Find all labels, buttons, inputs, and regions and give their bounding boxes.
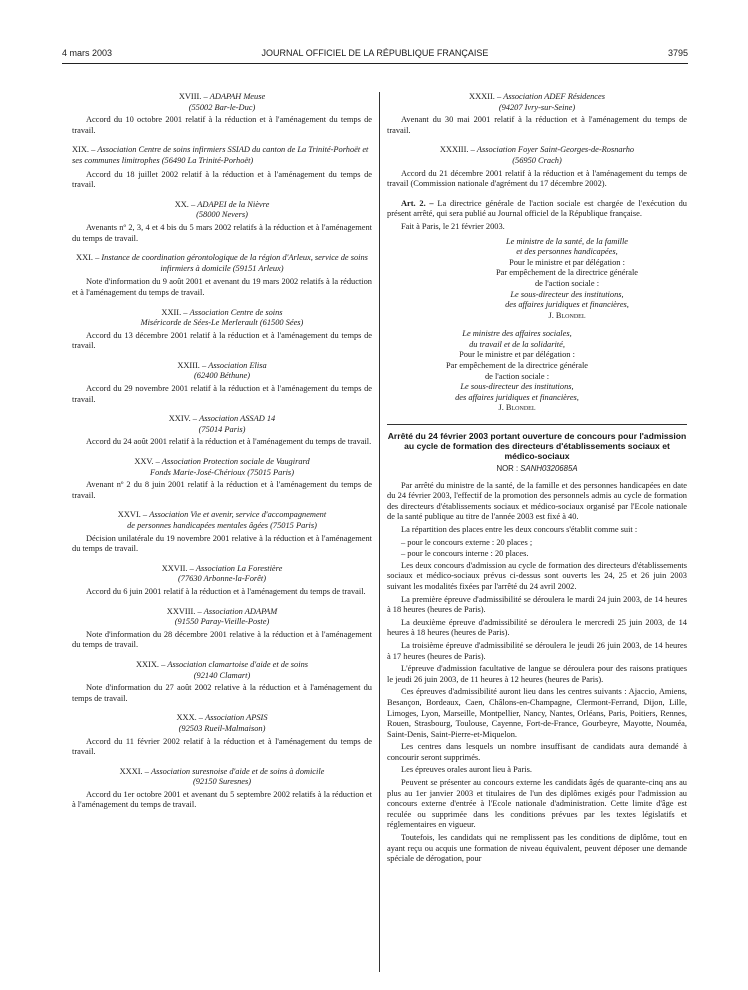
entry	[72, 414, 372, 448]
sig1-line1: Le ministre de la santé, de la famille	[505, 236, 629, 246]
entry	[72, 253, 372, 298]
entry-subtitle: (94207 Ivry-sur-Seine)	[498, 102, 576, 112]
entry-title	[72, 564, 372, 575]
entry	[72, 308, 372, 352]
entry-title	[72, 145, 372, 166]
entry	[72, 767, 372, 811]
article-2-text: La directrice générale de l'action sociale est chargée de l'exécution du présent arrêté, qui sera publié au Journal officiel de la République française.	[387, 198, 687, 219]
arrete-list-item: – pour le concours externe : 20 places ;	[401, 537, 533, 547]
entry-number: XIX. –	[72, 145, 98, 155]
entry-number: XVIII. –	[178, 92, 210, 101]
entry-subtitle: (55002 Bar-le-Duc)	[188, 102, 256, 112]
entry-subtitle: de personnes handicapées mentales âgées (75015 Paris)	[127, 521, 317, 530]
arrete-paragraph: Les épreuves orales auront lieu à Paris.	[401, 765, 532, 775]
entry	[387, 92, 687, 136]
entry-name: Association ASSAD 14	[199, 414, 276, 424]
entry-subtitle: (91550 Paray-Vieille-Poste)	[174, 617, 270, 627]
entry-body: Note d'information du 9 août 2001 et avenant du 19 mars 2002 relatifs à la réduction et à l'aménagement du temps de travail.	[72, 277, 372, 297]
entry-title	[72, 414, 372, 425]
entry-number: XXI. –	[76, 253, 102, 263]
sig1-line5: de l'action sociale :	[534, 278, 600, 288]
entry-name: Instance de coordination gérontologique de la région d'Arleux, service de soins infirmiers à domicile (59151 Arleux)	[101, 253, 368, 273]
sig1-line4: Par empêchement de la directrice générale	[495, 268, 639, 278]
entry-name: Association ADAPAM	[203, 606, 278, 616]
arrete-paragraph: Les deux concours d'admission au cycle de formation des directeurs d'établissements sociaux et médico-sociaux prévus ci-dessus sont ouverts les 24, 25 et 26 juin 2003 suivant les modalités fixées par l'arrêté du 24 avril 2002.	[387, 560, 687, 591]
entry	[72, 361, 372, 405]
arrete-paragraph: La deuxième épreuve d'admissibilité se déroulera le mercredi 25 juin 2003, de 14 heures à 18 heures (heures de Paris).	[387, 617, 687, 638]
arrete-paragraph: Les centres dans lesquels un nombre insuffisant de candidats aura demandé à concourir seront supprimés.	[387, 742, 687, 762]
entry	[72, 607, 372, 651]
entry-body: Accord du 6 juin 2001 relatif à la réduction et à l'aménagement du temps de travail.	[86, 586, 366, 596]
entry-title	[72, 660, 372, 671]
entry-name: Association suresnoise d'aide et de soins à domicile	[151, 766, 325, 776]
sig2-signatory: J. Blondel	[498, 403, 536, 413]
entry-title	[72, 308, 372, 319]
entry-body: Avenant du 30 mai 2001 relatif à la réduction et à l'aménagement du temps de travail.	[387, 115, 687, 135]
entry-number: XXV. –	[134, 457, 162, 467]
entry	[72, 510, 372, 554]
entry-title	[72, 361, 372, 372]
entry	[72, 457, 372, 501]
journal-title: JOURNAL OFFICIEL DE LA RÉPUBLIQUE FRANÇAISE	[261, 48, 489, 58]
entry-body: Accord du 13 décembre 2001 relatif à la réduction et à l'aménagement du temps de travail.	[72, 330, 372, 351]
entry-title	[72, 457, 372, 468]
right-entries	[387, 92, 687, 190]
entry-title	[72, 713, 372, 724]
entry-name: Association Foyer Saint-Georges-de-Rosnarho	[476, 145, 635, 155]
entry-name: Association APSIS	[205, 713, 268, 723]
entry-body: Décision unilatérale du 19 novembre 2001 relative à la réduction et à l'aménagement du temps de travail.	[72, 533, 372, 554]
article-2	[387, 199, 687, 220]
entry-number: XXXII. –	[469, 92, 504, 101]
entry-subtitle: Miséricorde de Sées-Le Merlerault (61500 Sées)	[140, 318, 304, 328]
left-column	[72, 92, 372, 820]
entry-body: Accord du 21 décembre 2001 relatif à la réduction et à l'aménagement du temps de travail (Commission nationale d'agrément du 17 décembre 2002).	[387, 168, 687, 189]
entry-subtitle: (56950 Crach)	[512, 155, 562, 165]
entry-title	[387, 145, 687, 156]
entry-number: XXVI. –	[117, 510, 150, 520]
entry	[72, 200, 372, 244]
sig1-line6: Le sous-directeur des institutions,	[510, 289, 624, 299]
entry-title	[72, 200, 372, 211]
entry-name: Association Centre de soins infirmiers SSIAD du canton de La Trinité-Porhoët et ses communes limitrophes (56490 La Trinité-Porhoët)	[72, 145, 369, 165]
entry-body: Avenant nº 2 du 8 juin 2001 relatif à la réduction et à l'aménagement du temps de travail.	[72, 480, 372, 500]
entry-name: Association Centre de soins	[189, 307, 283, 317]
entry-subtitle: (58000 Nevers)	[196, 210, 248, 220]
sig2-line4: Par empêchement de la directrice générale	[445, 361, 589, 371]
header-rule	[62, 63, 688, 64]
sig1-signatory: J. Blondel	[548, 310, 586, 320]
nor-label: NOR :	[496, 464, 521, 474]
entry-subtitle: (77630 Arbonne-la-Forêt)	[178, 574, 266, 584]
entry-body: Accord du 1er octobre 2001 et avenant du 5 septembre 2002 relatifs à la réduction et à l'aménagement du temps de travail.	[72, 789, 372, 810]
article-2-lead: Art. 2. –	[401, 198, 434, 208]
entry	[72, 564, 372, 598]
arrete-paragraph: Peuvent se présenter au concours externe les candidats âgés de quarante-cinq ans au plus au 1er janvier 2003 et titulaires de l'un des diplômes exigés pour l'admission au concours externe d'entrée à l'Ecole nationale d'administration. Cette limite d'âge est reculée ou supprimée dans les conditions prévues par les textes législatifs et réglementaires en vigueur.	[387, 778, 687, 830]
signature-social-affairs-minister	[387, 329, 687, 414]
entry	[72, 713, 372, 757]
entry	[72, 92, 372, 136]
entry	[72, 660, 372, 704]
sig2-line6: Le sous-directeur des institutions,	[460, 382, 574, 392]
arrete-title: Arrêté du 24 février 2003 portant ouverture de concours pour l'admission au cycle de formation des directeurs d'établissements sociaux et médico-sociaux	[387, 431, 687, 462]
entry-body: Accord du 24 août 2001 relatif à la réduction et à l'aménagement du temps de travail.	[86, 437, 372, 447]
arrete-paragraph: La répartition des places entre les deux concours s'établit comme suit :	[401, 525, 638, 534]
sig2-line1: Le ministre des affaires sociales,	[462, 329, 572, 339]
entry-name: Association La Forestière	[195, 563, 283, 573]
entry	[72, 145, 372, 190]
entry-name: Association Vie et avenir, service d'accompagnement	[149, 510, 327, 520]
entry-number: XXIV. –	[168, 414, 200, 424]
entry-number: XXVII. –	[161, 563, 196, 573]
sig1-line7: des affaires juridiques et financières,	[505, 300, 629, 310]
sig1-line3: Pour le ministre et par délégation :	[509, 257, 625, 267]
entry-name: Association clamartoise d'aide et de soins	[167, 659, 309, 669]
entry-title	[72, 607, 372, 618]
entry-number: XX. –	[174, 199, 198, 209]
arrete-paragraph: La première épreuve d'admissibilité se déroulera le mardi 24 juin 2003, de 14 heures à 18 heures (heures de Paris).	[387, 594, 687, 615]
entry-subtitle: (92140 Clamart)	[193, 670, 251, 680]
entry-body: Note d'information du 28 décembre 2001 relative à la réduction et à l'aménagement du temps de travail.	[72, 629, 372, 650]
sig2-line3: Pour le ministre et par délégation :	[459, 350, 575, 360]
arrete-paragraph: L'épreuve d'admission facultative de langue se déroulera pour des raisons pratiques le jeudi 26 juin 2003, de 11 heures à 12 heures (heures de Paris).	[387, 664, 687, 684]
right-column	[387, 92, 687, 867]
entry-name: ADAPAH Meuse	[209, 92, 266, 101]
arrete-paragraph: Toutefois, les candidats qui ne remplissent pas les conditions de diplôme, tout en ayant reçu ou acquis une formation de niveau équivalent, peuvent déposer une demande spéciale de dérogation, pour	[387, 833, 687, 864]
entry-title	[72, 510, 372, 521]
entry-number: XXIX. –	[135, 659, 168, 669]
entry-subtitle: (92503 Rueil-Malmaison)	[178, 723, 266, 733]
entry-number: XXII. –	[161, 307, 190, 317]
arrete-rule	[387, 424, 687, 425]
entry-title	[72, 92, 372, 103]
entry-number: XXXIII. –	[439, 145, 477, 155]
arrete-paragraph: Par arrêté du ministre de la santé, de la famille et des personnes handicapées en date du 24 février 2003, l'effectif de la promotion des personnels admis au cycle de formation des directeurs d'établissements sociaux et médico-sociaux organisé par l'Ecole nationale de la santé publique au titre de l'année 2003 est fixé à 40.	[387, 480, 687, 522]
entry-title	[72, 253, 372, 274]
entry-body: Note d'information du 27 août 2002 relative à la réduction et à l'aménagement du temps de travail.	[72, 683, 372, 703]
entry-name: ADAPEI de la Nièvre	[197, 199, 270, 209]
entry-body: Accord du 29 novembre 2001 relatif à la réduction et à l'aménagement du temps de travail.	[72, 384, 372, 404]
nor-code: SANH0320685A	[520, 464, 578, 474]
issue-date: 4 mars 2003	[62, 48, 113, 58]
page-number: 3795	[667, 48, 688, 58]
column-divider	[379, 92, 380, 972]
sig1-line2: et des personnes handicapées,	[516, 247, 618, 257]
entry-name: Association Elisa	[208, 360, 267, 370]
signature-health-minister	[387, 237, 687, 322]
entry-subtitle: (75014 Paris)	[198, 424, 246, 434]
sig2-line5: de l'action sociale :	[484, 371, 550, 381]
entry-subtitle: (92150 Suresnes)	[192, 777, 252, 787]
entry-title	[72, 767, 372, 778]
entry-number: XXX. –	[176, 713, 206, 723]
page-header	[62, 48, 688, 62]
sig2-line2: du travail et de la solidarité,	[469, 339, 565, 349]
entry	[387, 145, 687, 189]
arrete-list-item: – pour le concours interne : 20 places.	[401, 549, 529, 559]
arrete-paragraph: La troisième épreuve d'admissibilité se déroulera le jeudi 26 juin 2003, de 14 heures à 17 heures (heures de Paris).	[387, 640, 687, 661]
entry-body: Accord du 18 juillet 2002 relatif à la réduction et à l'aménagement du temps de travail.	[72, 169, 372, 190]
nor-reference	[387, 464, 687, 475]
entry-number: XXXI. –	[119, 766, 151, 776]
entry-title	[387, 92, 687, 103]
entry-number: XXIII. –	[177, 360, 209, 370]
arrete-body	[387, 481, 687, 865]
entry-number: XXVIII. –	[166, 606, 204, 616]
entry-subtitle: Fonds Marie-José-Chérioux (75015 Paris)	[150, 467, 294, 477]
entry-body: Accord du 11 février 2002 relatif à la réduction et à l'aménagement du temps de travail.	[72, 736, 372, 757]
entry-subtitle: (62400 Béthune)	[193, 371, 251, 381]
fait-a-paris: Fait à Paris, le 21 février 2003.	[401, 221, 505, 231]
entry-name: Association Protection sociale de Vaugirard	[161, 457, 310, 467]
entry-name: Association ADEF Résidences	[503, 92, 605, 101]
arrete-paragraph: Ces épreuves d'admissibilité auront lieu dans les centres suivants : Ajaccio, Amiens, Besançon, Bordeaux, Caen, Châlons-en-Champagne, Clermont-Ferrand, Dijon, Lille, Limoges, Lyon, Marseille, Montpellier, Nancy, Nantes, Orléans, Paris, Poitiers, Rennes, Rouen, Strasbourg, Toulouse, Cayenne, Fort-de-France, Gourbeyre, Mayotte, Nouméa, Saint-Denis, Saint-Pierre-et-Miquelon.	[387, 687, 687, 739]
sig2-line7: des affaires juridiques et financières,	[455, 392, 579, 402]
entry-body: Accord du 10 octobre 2001 relatif à la réduction et à l'aménagement du temps de travail.	[72, 115, 372, 135]
entry-body: Avenants nº 2, 3, 4 et 4 bis du 5 mars 2002 relatifs à la réduction et à l'aménagement du temps de travail.	[72, 222, 372, 243]
